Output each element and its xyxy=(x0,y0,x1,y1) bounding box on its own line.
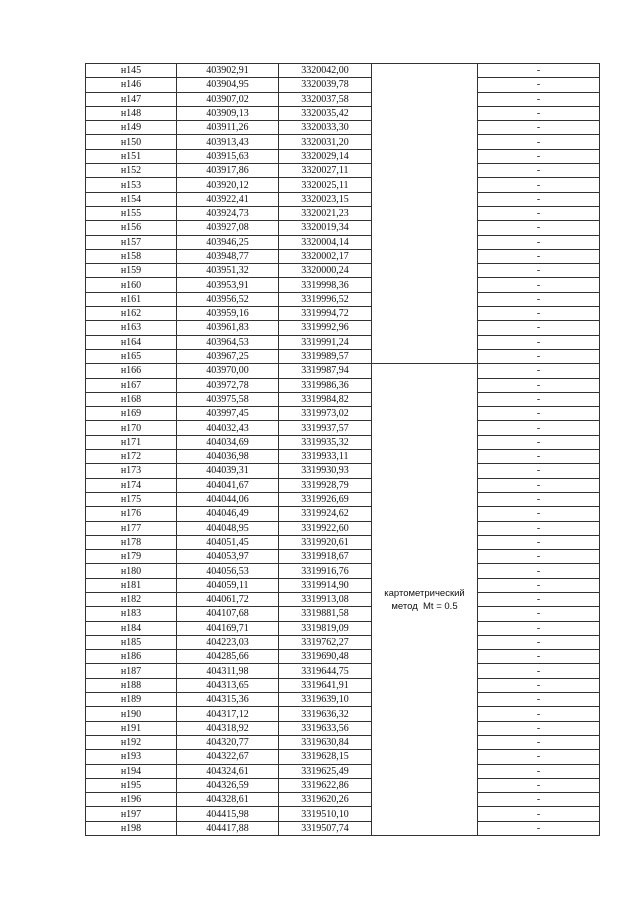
point-name-cell: н166 xyxy=(86,364,177,378)
table-row xyxy=(86,221,600,235)
y-coordinate-cell: 3320000,24 xyxy=(279,264,372,278)
x-coordinate-cell: 403946,25 xyxy=(177,235,279,249)
description-cell: - xyxy=(478,392,600,406)
description-cell: - xyxy=(478,721,600,735)
table-row xyxy=(86,478,600,492)
x-coordinate-cell: 403951,32 xyxy=(177,264,279,278)
point-name-cell: н168 xyxy=(86,392,177,406)
x-coordinate-cell: 404328,61 xyxy=(177,793,279,807)
y-coordinate-cell: 3319636,32 xyxy=(279,707,372,721)
x-coordinate-cell: 403902,91 xyxy=(177,64,279,78)
y-coordinate-cell: 3320002,17 xyxy=(279,249,372,263)
table-row xyxy=(86,435,600,449)
point-name-cell: н180 xyxy=(86,564,177,578)
table-row xyxy=(86,607,600,621)
x-coordinate-cell: 403959,16 xyxy=(177,307,279,321)
point-name-cell: н152 xyxy=(86,164,177,178)
description-cell: - xyxy=(478,678,600,692)
description-cell: - xyxy=(478,364,600,378)
point-name-cell: н157 xyxy=(86,235,177,249)
x-coordinate-cell: 403953,91 xyxy=(177,278,279,292)
table-row xyxy=(86,349,600,363)
y-coordinate-cell: 3319928,79 xyxy=(279,478,372,492)
y-coordinate-cell: 3320039,78 xyxy=(279,78,372,92)
x-coordinate-cell: 404315,36 xyxy=(177,693,279,707)
point-name-cell: н158 xyxy=(86,249,177,263)
x-coordinate-cell: 403915,63 xyxy=(177,149,279,163)
point-name-cell: н155 xyxy=(86,206,177,220)
table-row xyxy=(86,178,600,192)
y-coordinate-cell: 3319987,94 xyxy=(279,364,372,378)
point-name-cell: н174 xyxy=(86,478,177,492)
y-coordinate-cell: 3320027,11 xyxy=(279,164,372,178)
point-name-cell: н195 xyxy=(86,778,177,792)
table-row xyxy=(86,392,600,406)
x-coordinate-cell: 404046,49 xyxy=(177,507,279,521)
x-coordinate-cell: 404107,68 xyxy=(177,607,279,621)
y-coordinate-cell: 3319913,08 xyxy=(279,592,372,606)
x-coordinate-cell: 404317,12 xyxy=(177,707,279,721)
point-name-cell: н151 xyxy=(86,149,177,163)
x-coordinate-cell: 403907,02 xyxy=(177,92,279,106)
x-coordinate-cell: 404169,71 xyxy=(177,621,279,635)
y-coordinate-cell: 3320019,34 xyxy=(279,221,372,235)
table-row xyxy=(86,650,600,664)
y-coordinate-cell: 3319989,57 xyxy=(279,349,372,363)
x-coordinate-cell: 404415,98 xyxy=(177,807,279,821)
x-coordinate-cell: 404318,92 xyxy=(177,721,279,735)
table-row xyxy=(86,307,600,321)
description-cell: - xyxy=(478,106,600,120)
description-cell: - xyxy=(478,635,600,649)
x-coordinate-cell: 403922,41 xyxy=(177,192,279,206)
table-row xyxy=(86,149,600,163)
x-coordinate-cell: 403917,86 xyxy=(177,164,279,178)
x-coordinate-cell: 403972,78 xyxy=(177,378,279,392)
x-coordinate-cell: 403997,45 xyxy=(177,407,279,421)
description-cell: - xyxy=(478,421,600,435)
description-cell: - xyxy=(478,821,600,835)
x-coordinate-cell: 403964,53 xyxy=(177,335,279,349)
y-coordinate-cell: 3319930,93 xyxy=(279,464,372,478)
description-cell: - xyxy=(478,264,600,278)
table-row xyxy=(86,264,600,278)
x-coordinate-cell: 404059,11 xyxy=(177,578,279,592)
description-cell: - xyxy=(478,407,600,421)
y-coordinate-cell: 3319507,74 xyxy=(279,821,372,835)
x-coordinate-cell: 404320,77 xyxy=(177,735,279,749)
point-name-cell: н188 xyxy=(86,678,177,692)
description-cell: - xyxy=(478,221,600,235)
point-name-cell: н186 xyxy=(86,650,177,664)
description-cell: - xyxy=(478,435,600,449)
description-cell: - xyxy=(478,278,600,292)
x-coordinate-cell: 403913,43 xyxy=(177,135,279,149)
y-coordinate-cell: 3319914,90 xyxy=(279,578,372,592)
description-cell: - xyxy=(478,478,600,492)
y-coordinate-cell: 3320023,15 xyxy=(279,192,372,206)
description-cell: - xyxy=(478,764,600,778)
point-name-cell: н148 xyxy=(86,106,177,120)
y-coordinate-cell: 3319762,27 xyxy=(279,635,372,649)
table-row xyxy=(86,364,600,378)
y-coordinate-cell: 3320035,42 xyxy=(279,106,372,120)
x-coordinate-cell: 403924,73 xyxy=(177,206,279,220)
description-cell: - xyxy=(478,507,600,521)
x-coordinate-cell: 404324,61 xyxy=(177,764,279,778)
y-coordinate-cell: 3320029,14 xyxy=(279,149,372,163)
y-coordinate-cell: 3319918,67 xyxy=(279,550,372,564)
x-coordinate-cell: 404223,03 xyxy=(177,635,279,649)
table-row xyxy=(86,735,600,749)
table-row xyxy=(86,135,600,149)
x-coordinate-cell: 404039,31 xyxy=(177,464,279,478)
description-cell: - xyxy=(478,750,600,764)
table-row xyxy=(86,707,600,721)
point-name-cell: н162 xyxy=(86,307,177,321)
x-coordinate-cell: 404051,45 xyxy=(177,535,279,549)
x-coordinate-cell: 404053,97 xyxy=(177,550,279,564)
point-name-cell: н178 xyxy=(86,535,177,549)
point-name-cell: н198 xyxy=(86,821,177,835)
point-name-cell: н185 xyxy=(86,635,177,649)
table-row xyxy=(86,164,600,178)
x-coordinate-cell: 403920,12 xyxy=(177,178,279,192)
table-row xyxy=(86,564,600,578)
table-row xyxy=(86,821,600,835)
table-row xyxy=(86,321,600,335)
y-coordinate-cell: 3319926,69 xyxy=(279,492,372,506)
x-coordinate-cell: 404313,65 xyxy=(177,678,279,692)
table-row xyxy=(86,507,600,521)
table-row xyxy=(86,550,600,564)
description-cell: - xyxy=(478,149,600,163)
x-coordinate-cell: 404061,72 xyxy=(177,592,279,606)
x-coordinate-cell: 404044,06 xyxy=(177,492,279,506)
point-name-cell: н191 xyxy=(86,721,177,735)
y-coordinate-cell: 3320033,30 xyxy=(279,121,372,135)
point-name-cell: н172 xyxy=(86,450,177,464)
y-coordinate-cell: 3319996,52 xyxy=(279,292,372,306)
description-cell: - xyxy=(478,192,600,206)
description-cell: - xyxy=(478,807,600,821)
description-cell: - xyxy=(478,206,600,220)
description-cell: - xyxy=(478,78,600,92)
y-coordinate-cell: 3319639,10 xyxy=(279,693,372,707)
table-row xyxy=(86,678,600,692)
y-coordinate-cell: 3319933,11 xyxy=(279,450,372,464)
table-row xyxy=(86,750,600,764)
description-cell: - xyxy=(478,778,600,792)
point-name-cell: н193 xyxy=(86,750,177,764)
point-name-cell: н146 xyxy=(86,78,177,92)
table-row xyxy=(86,807,600,821)
description-cell: - xyxy=(478,521,600,535)
y-coordinate-cell: 3319690,48 xyxy=(279,650,372,664)
point-name-cell: н164 xyxy=(86,335,177,349)
point-name-cell: н171 xyxy=(86,435,177,449)
point-name-cell: н173 xyxy=(86,464,177,478)
x-coordinate-cell: 403911,26 xyxy=(177,121,279,135)
point-name-cell: н156 xyxy=(86,221,177,235)
table-row xyxy=(86,621,600,635)
point-name-cell: н184 xyxy=(86,621,177,635)
coordinates-table-body xyxy=(86,64,600,836)
y-coordinate-cell: 3319633,56 xyxy=(279,721,372,735)
y-coordinate-cell: 3319622,86 xyxy=(279,778,372,792)
y-coordinate-cell: 3319641,91 xyxy=(279,678,372,692)
x-coordinate-cell: 404034,69 xyxy=(177,435,279,449)
description-cell: - xyxy=(478,378,600,392)
y-coordinate-cell: 3320004,14 xyxy=(279,235,372,249)
description-cell: - xyxy=(478,707,600,721)
y-coordinate-cell: 3319973,02 xyxy=(279,407,372,421)
point-name-cell: н179 xyxy=(86,550,177,564)
y-coordinate-cell: 3319620,26 xyxy=(279,793,372,807)
table-row xyxy=(86,492,600,506)
point-name-cell: н176 xyxy=(86,507,177,521)
y-coordinate-cell: 3319625,49 xyxy=(279,764,372,778)
x-coordinate-cell: 403970,00 xyxy=(177,364,279,378)
x-coordinate-cell: 403967,25 xyxy=(177,349,279,363)
point-name-cell: н189 xyxy=(86,693,177,707)
y-coordinate-cell: 3320021,23 xyxy=(279,206,372,220)
point-name-cell: н192 xyxy=(86,735,177,749)
point-name-cell: н150 xyxy=(86,135,177,149)
description-cell: - xyxy=(478,450,600,464)
y-coordinate-cell: 3319924,62 xyxy=(279,507,372,521)
description-cell: - xyxy=(478,650,600,664)
y-coordinate-cell: 3319986,36 xyxy=(279,378,372,392)
description-cell: - xyxy=(478,464,600,478)
description-cell: - xyxy=(478,235,600,249)
description-cell: - xyxy=(478,321,600,335)
point-name-cell: н165 xyxy=(86,349,177,363)
table-row xyxy=(86,92,600,106)
point-name-cell: н147 xyxy=(86,92,177,106)
table-row xyxy=(86,578,600,592)
x-coordinate-cell: 404048,95 xyxy=(177,521,279,535)
y-coordinate-cell: 3319916,76 xyxy=(279,564,372,578)
table-row xyxy=(86,235,600,249)
point-name-cell: н183 xyxy=(86,607,177,621)
y-coordinate-cell: 3320037,58 xyxy=(279,92,372,106)
y-coordinate-cell: 3319935,32 xyxy=(279,435,372,449)
table-row xyxy=(86,249,600,263)
description-cell: - xyxy=(478,621,600,635)
method-label-line1: картометрический xyxy=(384,587,465,599)
method-cell-empty xyxy=(372,64,478,364)
table-row xyxy=(86,535,600,549)
table-row xyxy=(86,335,600,349)
point-name-cell: н161 xyxy=(86,292,177,306)
table-row xyxy=(86,378,600,392)
x-coordinate-cell: 403948,77 xyxy=(177,249,279,263)
y-coordinate-cell: 3320042,00 xyxy=(279,64,372,78)
point-name-cell: н159 xyxy=(86,264,177,278)
point-name-cell: н177 xyxy=(86,521,177,535)
point-name-cell: н154 xyxy=(86,192,177,206)
description-cell: - xyxy=(478,292,600,306)
x-coordinate-cell: 404285,66 xyxy=(177,650,279,664)
description-cell: - xyxy=(478,92,600,106)
x-coordinate-cell: 403961,83 xyxy=(177,321,279,335)
point-name-cell: н190 xyxy=(86,707,177,721)
y-coordinate-cell: 3319994,72 xyxy=(279,307,372,321)
description-cell: - xyxy=(478,564,600,578)
description-cell: - xyxy=(478,249,600,263)
y-coordinate-cell: 3319644,75 xyxy=(279,664,372,678)
point-name-cell: н163 xyxy=(86,321,177,335)
x-coordinate-cell: 404417,88 xyxy=(177,821,279,835)
point-name-cell: н167 xyxy=(86,378,177,392)
y-coordinate-cell: 3320031,20 xyxy=(279,135,372,149)
table-row xyxy=(86,192,600,206)
description-cell: - xyxy=(478,578,600,592)
x-coordinate-cell: 403909,13 xyxy=(177,106,279,120)
point-name-cell: н194 xyxy=(86,764,177,778)
description-cell: - xyxy=(478,121,600,135)
description-cell: - xyxy=(478,735,600,749)
description-cell: - xyxy=(478,793,600,807)
description-cell: - xyxy=(478,349,600,363)
point-name-cell: н169 xyxy=(86,407,177,421)
table-row xyxy=(86,793,600,807)
table-row xyxy=(86,778,600,792)
y-coordinate-cell: 3319920,61 xyxy=(279,535,372,549)
table-row xyxy=(86,78,600,92)
description-cell: - xyxy=(478,492,600,506)
y-coordinate-cell: 3319510,10 xyxy=(279,807,372,821)
table-row xyxy=(86,121,600,135)
point-name-cell: н170 xyxy=(86,421,177,435)
description-cell: - xyxy=(478,178,600,192)
table-row xyxy=(86,721,600,735)
y-coordinate-cell: 3320025,11 xyxy=(279,178,372,192)
x-coordinate-cell: 403904,95 xyxy=(177,78,279,92)
x-coordinate-cell: 404036,98 xyxy=(177,450,279,464)
x-coordinate-cell: 404056,53 xyxy=(177,564,279,578)
point-name-cell: н149 xyxy=(86,121,177,135)
x-coordinate-cell: 404032,43 xyxy=(177,421,279,435)
table-row xyxy=(86,292,600,306)
y-coordinate-cell: 3319937,57 xyxy=(279,421,372,435)
point-name-cell: н197 xyxy=(86,807,177,821)
point-name-cell: н181 xyxy=(86,578,177,592)
x-coordinate-cell: 403956,52 xyxy=(177,292,279,306)
table-row xyxy=(86,592,600,606)
y-coordinate-cell: 3319819,09 xyxy=(279,621,372,635)
table-row xyxy=(86,64,600,78)
x-coordinate-cell: 403927,08 xyxy=(177,221,279,235)
table-row xyxy=(86,664,600,678)
description-cell: - xyxy=(478,592,600,606)
point-name-cell: н182 xyxy=(86,592,177,606)
x-coordinate-cell: 403975,58 xyxy=(177,392,279,406)
description-cell: - xyxy=(478,64,600,78)
y-coordinate-cell: 3319922,60 xyxy=(279,521,372,535)
y-coordinate-cell: 3319628,15 xyxy=(279,750,372,764)
x-coordinate-cell: 404322,67 xyxy=(177,750,279,764)
coordinates-table xyxy=(85,63,600,836)
table-row xyxy=(86,278,600,292)
x-coordinate-cell: 404326,59 xyxy=(177,778,279,792)
y-coordinate-cell: 3319630,84 xyxy=(279,735,372,749)
description-cell: - xyxy=(478,135,600,149)
y-coordinate-cell: 3319998,36 xyxy=(279,278,372,292)
method-label-line2: метод Mt = 0.5 xyxy=(391,600,458,612)
description-cell: - xyxy=(478,335,600,349)
description-cell: - xyxy=(478,664,600,678)
description-cell: - xyxy=(478,535,600,549)
point-name-cell: н175 xyxy=(86,492,177,506)
table-row xyxy=(86,421,600,435)
x-coordinate-cell: 404041,67 xyxy=(177,478,279,492)
table-row xyxy=(86,764,600,778)
table-row xyxy=(86,693,600,707)
table-row xyxy=(86,450,600,464)
point-name-cell: н187 xyxy=(86,664,177,678)
point-name-cell: н153 xyxy=(86,178,177,192)
x-coordinate-cell: 404311,98 xyxy=(177,664,279,678)
point-name-cell: н160 xyxy=(86,278,177,292)
point-name-cell: н145 xyxy=(86,64,177,78)
y-coordinate-cell: 3319991,24 xyxy=(279,335,372,349)
point-name-cell: н196 xyxy=(86,793,177,807)
table-row xyxy=(86,635,600,649)
y-coordinate-cell: 3319984,82 xyxy=(279,392,372,406)
table-row xyxy=(86,106,600,120)
description-cell: - xyxy=(478,164,600,178)
table-row xyxy=(86,206,600,220)
description-cell: - xyxy=(478,607,600,621)
table-row xyxy=(86,521,600,535)
description-cell: - xyxy=(478,550,600,564)
table-row xyxy=(86,464,600,478)
description-cell: - xyxy=(478,307,600,321)
table-row xyxy=(86,407,600,421)
method-cell xyxy=(372,364,478,836)
y-coordinate-cell: 3319881,58 xyxy=(279,607,372,621)
description-cell: - xyxy=(478,693,600,707)
y-coordinate-cell: 3319992,96 xyxy=(279,321,372,335)
